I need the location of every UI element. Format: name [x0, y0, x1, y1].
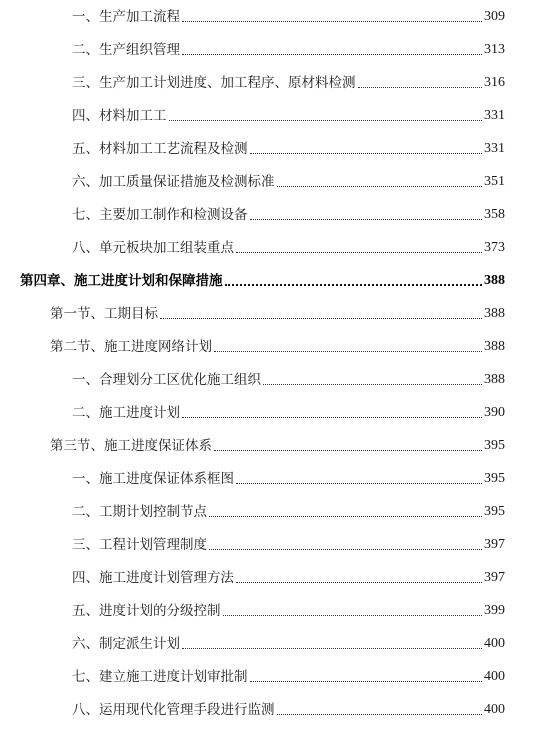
- toc-page-number: 400: [484, 636, 505, 651]
- dot-leader: [277, 714, 483, 715]
- toc-page-number: 373: [484, 240, 505, 255]
- toc-entry-title: 一、施工进度保证体系框图: [72, 471, 234, 487]
- toc-page-number: 309: [484, 9, 505, 24]
- toc-page-number: 388: [484, 306, 505, 321]
- dot-leader: [160, 318, 482, 319]
- dot-leader: [250, 153, 483, 154]
- toc-page-number: 390: [484, 405, 505, 420]
- toc-page-number: 331: [484, 141, 505, 156]
- toc-entry[interactable]: [72, 531, 505, 553]
- dot-leader: [182, 417, 482, 418]
- toc-entry-title: 七、主要加工制作和检测设备: [72, 207, 248, 223]
- toc-chapter-entry[interactable]: [20, 267, 505, 289]
- toc-entry[interactable]: [72, 597, 505, 619]
- toc-entry[interactable]: [72, 564, 505, 586]
- toc-entry-title: 二、工期计划控制节点: [72, 504, 207, 520]
- toc-page-number: 400: [484, 702, 505, 717]
- toc-entry[interactable]: [72, 168, 505, 190]
- toc-page-number: 388: [484, 273, 505, 288]
- toc-page-number: 388: [484, 372, 505, 387]
- toc-entry-title: 五、进度计划的分级控制: [72, 603, 221, 619]
- toc-entry-title: 四、施工进度计划管理方法: [72, 570, 234, 586]
- toc-page-number: 351: [484, 174, 505, 189]
- toc-entry-title: 三、工程计划管理制度: [72, 537, 207, 553]
- toc-entry[interactable]: [72, 201, 505, 223]
- dot-leader: [358, 87, 483, 88]
- dot-leader: [209, 549, 482, 550]
- toc-entry-title: 八、运用现代化管理手段进行监测: [72, 702, 275, 718]
- dot-leader: [236, 582, 482, 583]
- dot-leader: [182, 21, 482, 22]
- dot-leader: [250, 681, 483, 682]
- dot-leader: [277, 186, 483, 187]
- toc-entry-title: 四、材料加工工: [72, 108, 167, 124]
- dot-leader: [214, 450, 482, 451]
- dot-leader: [236, 252, 482, 253]
- toc-page-number: 395: [484, 438, 505, 453]
- toc-entry-title: 一、合理划分工区优化施工组织: [72, 372, 261, 388]
- toc-entry[interactable]: [72, 234, 505, 256]
- toc-page-number: 331: [484, 108, 505, 123]
- toc-page-number: 316: [484, 75, 505, 90]
- toc-page-number: 397: [484, 537, 505, 552]
- dot-leader: [209, 516, 482, 517]
- toc-entry-title: 五、材料加工工艺流程及检测: [72, 141, 248, 157]
- toc-entry-title: 八、单元板块加工组装重点: [72, 240, 234, 256]
- toc-page-number: 395: [484, 471, 505, 486]
- toc-entry[interactable]: [72, 135, 505, 157]
- toc-page-number: 358: [484, 207, 505, 222]
- toc-entry[interactable]: [72, 366, 505, 388]
- toc-entry[interactable]: [72, 465, 505, 487]
- dot-leader: [263, 384, 482, 385]
- toc-entry-title: 三、生产加工计划进度、加工程序、原材料检测: [72, 75, 356, 91]
- toc-page-number: 400: [484, 669, 505, 684]
- dot-leader: [250, 219, 483, 220]
- toc-page-number: 395: [484, 504, 505, 519]
- toc-entry[interactable]: [72, 102, 505, 124]
- toc-entry-title: 六、加工质量保证措施及检测标准: [72, 174, 275, 190]
- dot-leader: [182, 54, 482, 55]
- toc-entry-title: 六、制定派生计划: [72, 636, 180, 652]
- toc-entry[interactable]: [72, 3, 505, 25]
- toc-page-number: 313: [484, 42, 505, 57]
- toc-entry-title: 一、生产加工流程: [72, 9, 180, 25]
- toc-entry[interactable]: [72, 630, 505, 652]
- toc-page-number: 399: [484, 603, 505, 618]
- toc-page-number: 397: [484, 570, 505, 585]
- toc-entry[interactable]: [72, 399, 505, 421]
- toc-entry[interactable]: [72, 36, 505, 58]
- toc-section-entry[interactable]: [50, 432, 505, 454]
- toc-section-entry[interactable]: [50, 333, 505, 355]
- toc-entry[interactable]: [72, 696, 505, 718]
- toc-section-title: 第三节、施工进度保证体系: [50, 438, 212, 454]
- dot-leader: [182, 648, 482, 649]
- toc-entry[interactable]: [72, 663, 505, 685]
- toc-entry-title: 二、施工进度计划: [72, 405, 180, 421]
- dot-leader: [169, 120, 483, 121]
- dot-leader: [214, 351, 482, 352]
- toc-page-number: 388: [484, 339, 505, 354]
- dot-leader: [236, 483, 482, 484]
- toc-entry[interactable]: [72, 69, 505, 91]
- toc-entry-title: 七、建立施工进度计划审批制: [72, 669, 248, 685]
- toc-section-title: 第一节、工期目标: [50, 306, 158, 322]
- toc-entry-title: 二、生产组织管理: [72, 42, 180, 58]
- toc-chapter-title: 第四章、施工进度计划和保障措施: [20, 273, 223, 289]
- dot-leader: [223, 615, 483, 616]
- toc-entry[interactable]: [72, 498, 505, 520]
- toc-section-entry[interactable]: [50, 300, 505, 322]
- dot-leader: [225, 284, 483, 286]
- toc-section-title: 第二节、施工进度网络计划: [50, 339, 212, 355]
